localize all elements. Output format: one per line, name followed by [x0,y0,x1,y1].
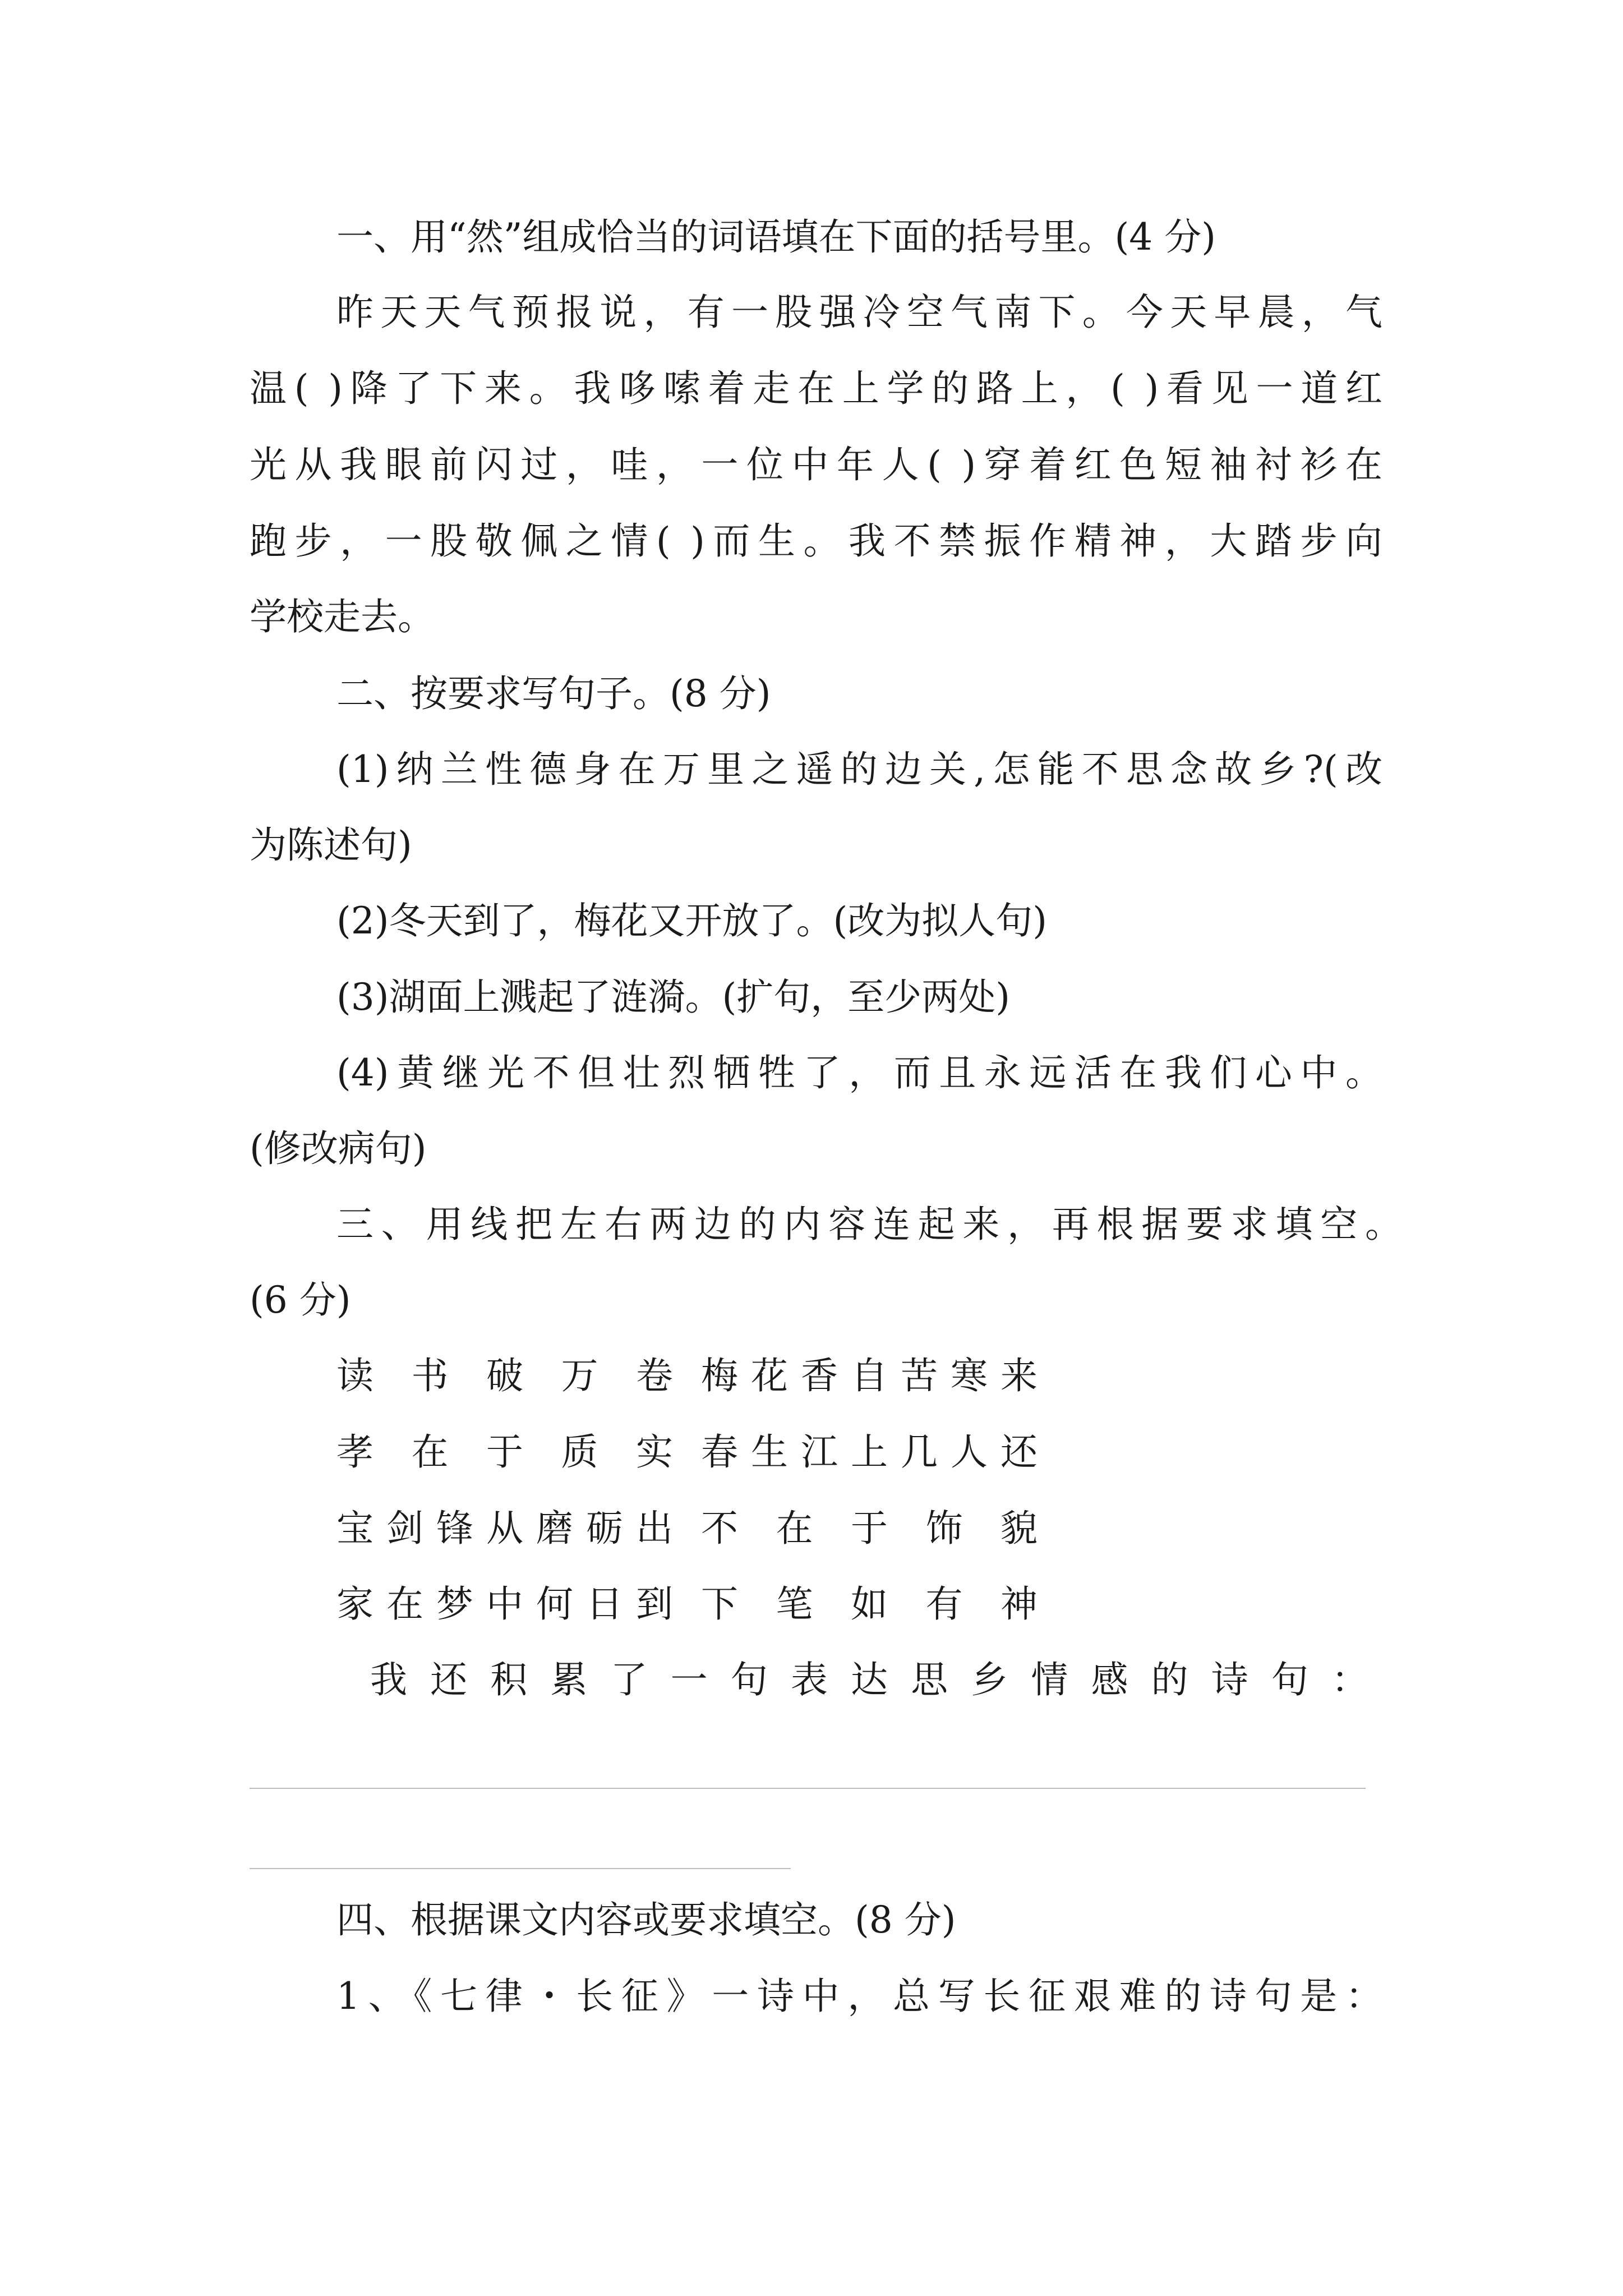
section2-heading: 二、按要求写句子。(8 分) [336,672,771,715]
section2-item2: (2)冬天到了，梅花又开放了。(改为拟人句) [336,899,1047,942]
matching-left-item: 家在梦中何日到 [336,1582,673,1626]
section2-item4-line2: (修改病句) [250,1127,427,1170]
section2-item4-line1: (4)黄继光不但壮烈牺牲了，而且永远活在我们心中。 [336,1051,1382,1094]
section4-heading: 四、根据课文内容或要求填空。(8 分) [336,1898,956,1941]
matching-right-item: 春生江上几人还 [701,1430,1038,1474]
section2-item3: (3)湖面上溅起了涟漪。(扩句，至少两处) [336,976,1010,1019]
section1-paragraph-line-3: 光从我眼前闪过，哇，一位中年人( )穿着红色短袖衬衫在 [250,443,1382,486]
matching-right-item: 下笔如有神 [701,1582,1038,1626]
section1-heading: 一、用“然”组成恰当的词语填在下面的括号里。(4 分) [336,215,1216,259]
section3-heading-line2: (6 分) [250,1278,351,1322]
accumulate-prompt: 我还积累了一句表达思乡情感的诗句： [370,1658,1368,1701]
answer-blank-line-1[interactable] [250,1788,1366,1789]
section1-paragraph-line-1: 昨天天气预报说，有一股强冷空气南下。今天早晨，气 [336,291,1382,334]
section1-paragraph-line-5: 学校走去。 [250,595,435,638]
matching-right-item: 梅花香自苦寒来 [701,1354,1038,1397]
section3-heading-line1: 三、用线把左右两边的内容连起来，再根据要求填空。 [336,1203,1402,1246]
section1-paragraph-line-2: 温( )降了下来。我哆嗦着走在上学的路上，( )看见一道红 [250,367,1382,410]
matching-left-item: 孝在于质实 [336,1430,673,1474]
matching-left-item: 读书破万卷 [336,1354,673,1397]
matching-left-item: 宝剑锋从磨砺出 [336,1507,673,1550]
matching-pair-row [336,1503,1038,1554]
matching-pair-row [336,1427,1038,1478]
matching-pair-row [336,1351,1038,1401]
matching-right-item: 不在于饰貌 [701,1507,1038,1550]
section4-item1: 1、《七律・长征》一诗中，总写长征艰难的诗句是： [336,1975,1382,2018]
answer-blank-line-2[interactable] [250,1868,791,1869]
matching-pair-row [336,1579,1038,1630]
section2-item1-line2: 为陈述句) [250,823,412,867]
section1-paragraph-line-4: 跑步，一股敬佩之情( )而生。我不禁振作精神，大踏步向 [250,519,1382,563]
section2-item1-line1: (1)纳兰性德身在万里之遥的边关,怎能不思念故乡?(改 [336,748,1382,791]
